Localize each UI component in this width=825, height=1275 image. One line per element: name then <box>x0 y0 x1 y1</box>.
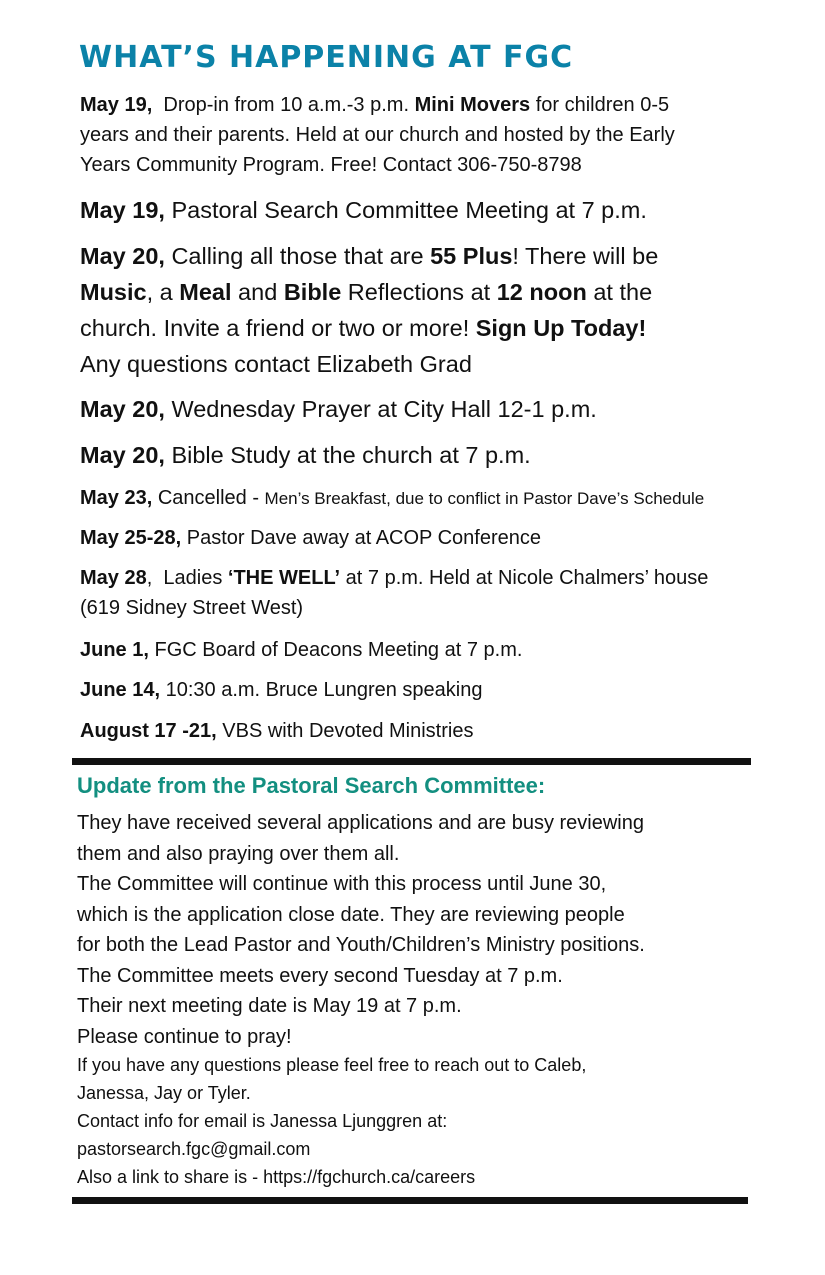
event-line <box>80 523 790 553</box>
event-text: Drop-in from 10 a.m.-3 p.m. <box>152 94 415 116</box>
event-text: Bible Study at the church at 7 p.m. <box>164 442 531 468</box>
event-item <box>80 635 790 665</box>
section-divider <box>72 758 751 765</box>
event-line <box>80 90 790 120</box>
event-emphasis: ‘THE WELL’ <box>227 567 341 589</box>
update-line: They have received several applications and are busy reviewing <box>77 812 644 834</box>
event-text: Reflections at <box>341 279 497 305</box>
event-emphasis: Mini Movers <box>414 94 531 116</box>
update-line: The Committee meets every second Tuesday at 7 p.m. <box>77 964 563 987</box>
event-text: and <box>231 279 284 305</box>
contact-link[interactable]: Also a link to share is - https://fgchurch.ca/careers <box>77 1167 476 1187</box>
event-date: May 20, <box>80 396 165 422</box>
event-text: Any questions contact Elizabeth Grad <box>80 351 472 377</box>
event-text: Wednesday Prayer at City Hall 12-1 p.m. <box>164 396 597 422</box>
event-line <box>80 716 790 746</box>
event-line <box>80 274 790 310</box>
event-text: (619 Sidney Street West) <box>80 597 304 619</box>
event-line <box>80 310 790 346</box>
event-emphasis: 12 noon <box>496 279 587 305</box>
event-emphasis: Bible <box>283 279 342 305</box>
event-line <box>80 150 790 180</box>
event-text: Years Community Program. Free! Contact 306-750-8798 <box>80 154 582 176</box>
event-date: May 23, <box>80 487 153 509</box>
event-date: May 19, <box>80 94 153 116</box>
event-date: August 17 -21, <box>80 720 217 742</box>
update-line: them and also praying over them all. <box>77 842 400 865</box>
event-item <box>80 238 790 382</box>
update-line: for both the Lead Pastor and Youth/Children’s Ministry positions. <box>77 934 645 956</box>
event-text: ! There will be <box>512 243 659 269</box>
event-line <box>80 563 790 593</box>
event-date: May 20, <box>80 243 165 269</box>
event-text: at 7 p.m. Held at Nicole Chalmers’ house <box>340 567 709 589</box>
section-divider <box>72 1197 748 1204</box>
event-line <box>80 437 790 473</box>
event-text: Cancelled - <box>152 487 265 509</box>
event-line <box>80 238 790 274</box>
contact-line: Contact info for email is Janessa Ljunggren at: <box>77 1111 448 1131</box>
contact-email[interactable]: pastorsearch.fgc@gmail.com <box>77 1139 311 1159</box>
event-date: June 14, <box>80 679 161 701</box>
contact-line: Janessa, Jay or Tyler. <box>77 1083 251 1103</box>
event-item <box>80 192 790 228</box>
event-text: FGC Board of Deacons Meeting at 7 p.m. <box>148 639 523 661</box>
event-emphasis: Meal <box>179 279 232 305</box>
event-date: May 28 <box>80 567 147 589</box>
event-text: Calling all those that are <box>164 243 431 269</box>
event-line <box>80 593 790 623</box>
event-item <box>80 675 790 705</box>
event-text: at the <box>586 279 653 305</box>
event-date: June 1, <box>80 639 149 661</box>
event-text: Pastoral Search Committee Meeting at 7 p.m. <box>164 197 647 223</box>
event-text: for children 0-5 <box>530 94 670 116</box>
event-emphasis: Sign Up Today! <box>475 315 647 341</box>
event-item <box>80 483 790 514</box>
event-emphasis: 55 Plus <box>430 243 513 269</box>
event-date: May 19, <box>80 197 165 223</box>
contact-line: If you have any questions please feel free to reach out to Caleb, <box>77 1055 587 1075</box>
update-line: The Committee will continue with this process until June 30, <box>77 873 607 895</box>
event-text: years and their parents. Held at our church and hosted by the Early <box>80 124 675 146</box>
event-date: May 25-28, <box>80 527 182 549</box>
event-line <box>80 675 790 705</box>
update-line: which is the application close date. They are reviewing people <box>77 903 625 926</box>
event-line <box>80 346 790 382</box>
event-item <box>80 716 790 746</box>
event-item <box>80 523 790 553</box>
event-text: 10:30 a.m. Bruce Lungren speaking <box>160 679 483 701</box>
event-text: Pastor Dave away at ACOP Conference <box>181 527 541 549</box>
update-line: Please continue to pray! <box>77 1025 292 1048</box>
event-text: church. Invite a friend or two or more! <box>80 315 476 341</box>
event-item <box>80 563 790 623</box>
event-text: , Ladies <box>146 567 228 589</box>
event-note: Men’s Breakfast, due to conflict in Pastor Dave’s Schedule <box>264 489 705 508</box>
event-item <box>80 437 790 473</box>
update-line: Their next meeting date is May 19 at 7 p.m. <box>77 995 462 1017</box>
event-item <box>80 90 790 180</box>
event-line <box>80 635 790 665</box>
event-line <box>80 483 790 514</box>
event-line <box>80 120 790 150</box>
update-contact <box>77 1051 586 1191</box>
update-body <box>77 808 645 1052</box>
event-date: May 20, <box>80 442 165 468</box>
update-heading: Update from the Pastoral Search Committee: <box>77 773 546 798</box>
event-emphasis: Music <box>80 279 147 305</box>
event-text: , a <box>146 279 180 305</box>
event-line <box>80 192 790 228</box>
event-item <box>80 391 790 427</box>
event-line <box>80 391 790 427</box>
page-title: WHAT’S HAPPENING AT FGC <box>79 40 574 75</box>
event-text: VBS with Devoted Ministries <box>216 720 474 742</box>
